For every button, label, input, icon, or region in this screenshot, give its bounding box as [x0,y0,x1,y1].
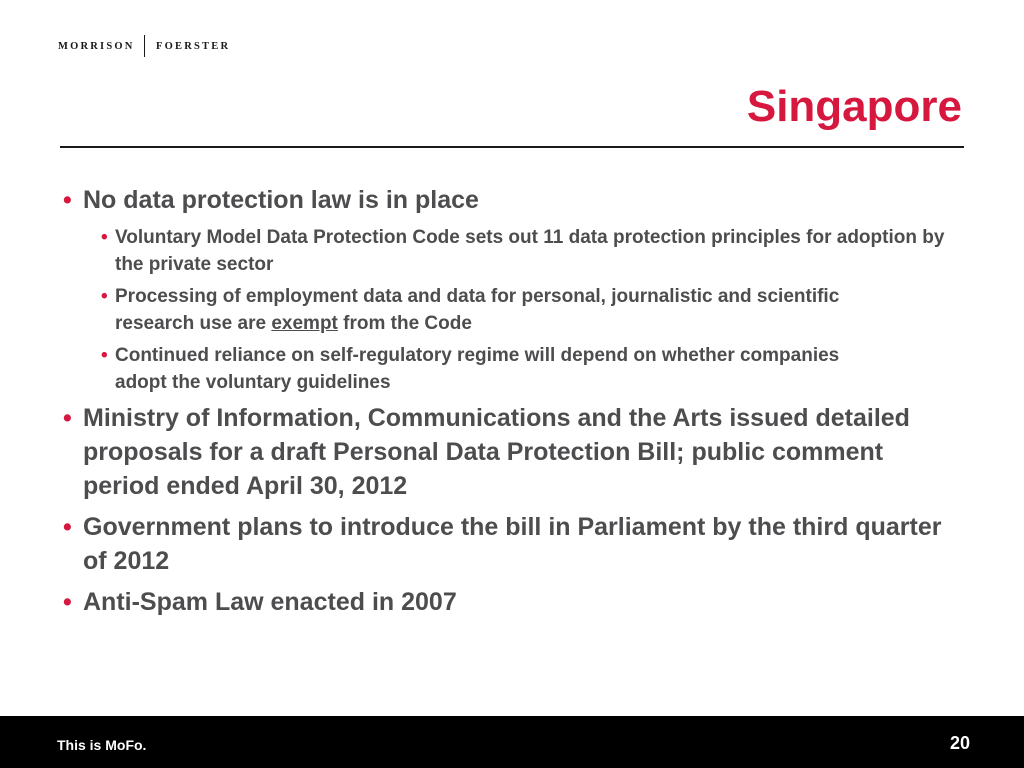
bullet-text: Voluntary Model Data Protection Code sets out 11 data protection principles for adoption by the private sector [115,227,945,275]
logo-divider [144,35,146,57]
bullet-dot: • [63,186,72,214]
bullet-list [60,183,970,626]
bullet-dot: • [101,227,108,248]
bullet-level1 [60,183,970,217]
bullet-level1 [60,585,970,619]
bullet-level1 [60,510,970,578]
bullet-dot: • [101,286,108,307]
page-number: 20 [949,733,970,753]
title-divider [60,146,964,148]
bullet-text: Government plans to introduce the bill in Parliament by the third quarter of 2012 [83,513,942,575]
bullet-dot: • [101,345,108,366]
bullet-text: Ministry of Information, Communications and the Arts issued detailed proposals for a draft Personal Data Protection Bill; public comment period ended April 30, 2012 [83,404,910,500]
bullet-text: Anti-Spam Law enacted in 2007 [83,588,457,616]
bullet-text: Continued reliance on self-regulatory regime will depend on whether companies adopt the voluntary guidelines [115,345,840,393]
bullet-level2 [60,342,970,396]
bullet-text-post: from the Code [337,313,472,334]
bullet-level2 [60,283,970,337]
logo-right-text: FOERSTER [156,40,231,52]
slide-title: Singapore [746,82,962,131]
bullet-dot: • [63,404,72,432]
bullet-level2 [60,224,970,278]
bullet-text: No data protection law is in place [83,186,479,214]
exempt-link[interactable]: exempt [271,313,338,334]
footer-tagline: This is MoFo. [57,737,147,753]
footer-bar [0,716,1024,768]
bullet-text-pre: Processing of employment data and data for personal, journalistic and scientific research use are [115,286,840,334]
bullet-level1 [60,401,970,503]
bullet-dot: • [63,513,72,541]
morrison-foerster-logo [58,35,230,57]
bullet-dot: • [63,588,72,616]
logo-left-text: MORRISON [58,40,135,52]
